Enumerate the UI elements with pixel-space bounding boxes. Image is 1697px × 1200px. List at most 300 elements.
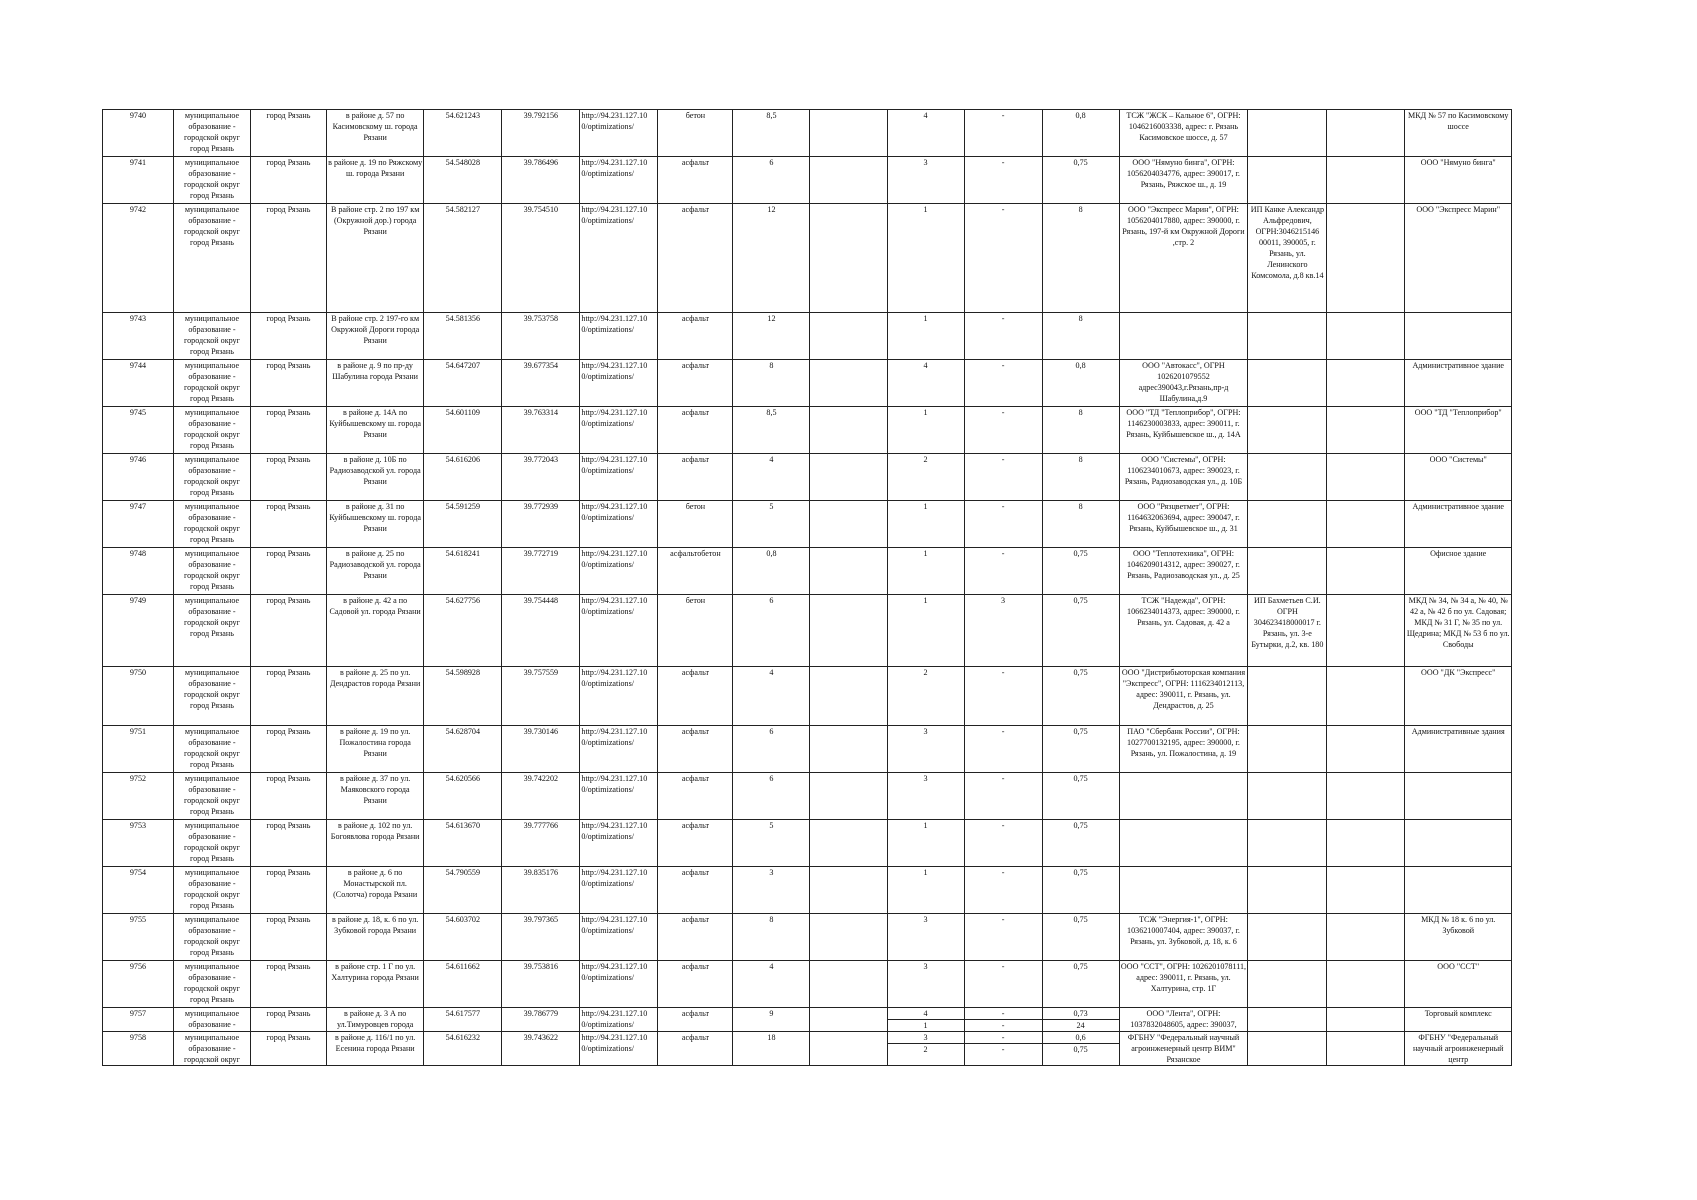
owner-cell: ООО "ССТ", ОГРН: 1026201078111, адрес: 390011, г. Рязань, ул. Халтурина, стр. 1Г: [1119, 961, 1248, 1008]
waste-source-cell: ООО "Экспресс Марин": [1405, 204, 1512, 313]
owner-cell: [1119, 820, 1248, 867]
latitude-cell: 54.581356: [424, 313, 502, 360]
settlement-cell: город Рязань: [250, 454, 326, 501]
owner-cell: ТСЖ "Энергия-1", ОГРН: 1036210007404, адрес: 390037, г. Рязань, ул. Зубковой, д. 18, к. 6: [1119, 914, 1248, 961]
empty-cell: [810, 157, 887, 204]
municipality-cell: муниципальное образование - городской округ город Рязань: [173, 961, 250, 1008]
map-link-cell: http://94.231.127.10 0/optimizations/: [580, 773, 658, 820]
extra-count-cell: 3: [964, 595, 1042, 667]
table-row: [103, 313, 1512, 360]
latitude-cell: 54.617577: [424, 1008, 502, 1032]
latitude-cell: 54.603702: [424, 914, 502, 961]
map-link-cell: http://94.231.127.10 0/optimizations/: [580, 914, 658, 961]
second-owner-cell: [1248, 313, 1327, 360]
map-link-cell: http://94.231.127.10 0/optimizations/: [580, 1008, 658, 1032]
owner-cell: ТСЖ "Надежда", ОГРН: 1066234014373, адрес: 390000, г. Рязань, ул. Садовая, д. 42 а: [1119, 595, 1248, 667]
surface-type-cell: бетон: [658, 501, 733, 548]
row-number-cell: 9756: [103, 961, 174, 1008]
settlement-cell: город Рязань: [250, 548, 326, 595]
map-link-cell: http://94.231.127.10 0/optimizations/: [580, 501, 658, 548]
table-row: [103, 726, 1512, 773]
second-owner-cell: [1248, 820, 1327, 867]
settlement-cell: город Рязань: [250, 867, 326, 914]
empty-cell: [1327, 773, 1405, 820]
container-volume-cell: [1042, 1032, 1119, 1066]
address-cell: в районе д. 25 по ул. Дендрастов города Рязани: [327, 667, 424, 726]
longitude-cell: 39.786496: [502, 157, 580, 204]
map-link-cell: http://94.231.127.10 0/optimizations/: [580, 157, 658, 204]
empty-cell: [1327, 726, 1405, 773]
container-volume-cell: 0,75: [1042, 773, 1119, 820]
surface-type-cell: бетон: [658, 595, 733, 667]
row-number-cell: 9752: [103, 773, 174, 820]
surface-type-cell: асфальт: [658, 313, 733, 360]
extra-count-cell: -: [964, 726, 1042, 773]
waste-source-cell: Торговый комплекс: [1405, 1008, 1512, 1032]
municipality-cell: муниципальное образование - городской округ город Рязань: [173, 595, 250, 667]
municipality-cell: муниципальное образование - городской округ город Рязань: [173, 867, 250, 914]
empty-cell: [810, 407, 887, 454]
empty-cell: [810, 110, 887, 157]
row-number-cell: 9747: [103, 501, 174, 548]
extra-count-cell-second: -: [1001, 1045, 1005, 1054]
container-volume-cell: 0,75: [1042, 867, 1119, 914]
longitude-cell: 39.763314: [502, 407, 580, 454]
container-count-cell: [887, 1032, 964, 1066]
surface-type-cell: бетон: [658, 110, 733, 157]
owner-cell: [1119, 773, 1248, 820]
container-count-cell-second: 2: [923, 1045, 928, 1054]
container-volume-cell: 0,8: [1042, 360, 1119, 407]
container-count-cell: 1: [887, 820, 964, 867]
second-owner-cell: [1248, 407, 1327, 454]
extra-count-cell: [964, 1008, 1042, 1032]
row-number-cell: 9750: [103, 667, 174, 726]
settlement-cell: город Рязань: [250, 595, 326, 667]
map-link-cell: http://94.231.127.10 0/optimizations/: [580, 548, 658, 595]
latitude-cell: 54.611662: [424, 961, 502, 1008]
empty-cell: [810, 204, 887, 313]
empty-cell: [810, 961, 887, 1008]
container-count-cell-first: 3: [888, 1032, 964, 1044]
map-link-cell: http://94.231.127.10 0/optimizations/: [580, 454, 658, 501]
surface-type-cell: асфальт: [658, 726, 733, 773]
surface-type-cell: асфальт: [658, 773, 733, 820]
owner-cell: ООО "Лента", ОГРН: 1037832048605, адрес: 390037,: [1119, 1008, 1248, 1032]
latitude-cell: 54.591259: [424, 501, 502, 548]
owner-cell: ООО "Автокасс", ОГРН 1026201079552 адрес390043,г.Рязань,пр-д Шабулина,д.9: [1119, 360, 1248, 407]
latitude-cell: 54.582127: [424, 204, 502, 313]
container-count-cell: 1: [887, 204, 964, 313]
container-count-cell: 3: [887, 914, 964, 961]
address-cell: в районе д. 57 по Касимовскому ш. города Рязани: [327, 110, 424, 157]
settlement-cell: город Рязань: [250, 820, 326, 867]
owner-cell: ООО "Нямуно бинга", ОГРН: 1056204034776, адрес: 390017, г. Рязань, Ряжское ш., д. 19: [1119, 157, 1248, 204]
container-volume-cell-first: 0,73: [1043, 1008, 1119, 1020]
longitude-cell: 39.835176: [502, 867, 580, 914]
map-link-cell: http://94.231.127.10 0/optimizations/: [580, 313, 658, 360]
map-link-cell: http://94.231.127.10 0/optimizations/: [580, 407, 658, 454]
area-cell: 12: [733, 313, 810, 360]
extra-count-cell: -: [964, 914, 1042, 961]
longitude-cell: 39.754510: [502, 204, 580, 313]
table-row: [103, 867, 1512, 914]
map-link-cell: http://94.231.127.10 0/optimizations/: [580, 667, 658, 726]
waste-source-cell: ООО "ССТ": [1405, 961, 1512, 1008]
empty-cell: [810, 548, 887, 595]
longitude-cell: 39.786779: [502, 1008, 580, 1032]
second-owner-cell: [1248, 501, 1327, 548]
municipality-cell: муниципальное образование - городской округ город Рязань: [173, 360, 250, 407]
area-cell: 4: [733, 454, 810, 501]
empty-cell: [1327, 867, 1405, 914]
longitude-cell: 39.754448: [502, 595, 580, 667]
extra-count-cell: -: [964, 667, 1042, 726]
container-volume-cell-second: 0,75: [1073, 1045, 1088, 1054]
longitude-cell: 39.772719: [502, 548, 580, 595]
address-cell: в районе д. 6 по Монастырской пл. (Солотча) города Рязани: [327, 867, 424, 914]
extra-count-cell-first: -: [965, 1008, 1042, 1020]
owner-cell: [1119, 313, 1248, 360]
settlement-cell: город Рязань: [250, 961, 326, 1008]
owner-cell: ООО "Экспресс Марин", ОГРН: 1056204017880, адрес: 390000, г. Рязань, 197-й км Окружной Дороги ,стр. 2: [1119, 204, 1248, 313]
area-cell: 8: [733, 914, 810, 961]
municipality-cell: муниципальное образование - городской округ город Рязань: [173, 914, 250, 961]
municipality-cell: муниципальное образование - городской округ город Рязань: [173, 204, 250, 313]
surface-type-cell: асфальт: [658, 407, 733, 454]
waste-source-cell: [1405, 313, 1512, 360]
longitude-cell: 39.797365: [502, 914, 580, 961]
address-cell: в районе д. 25 по Радиозаводской ул. города Рязани: [327, 548, 424, 595]
address-cell: в районе д. 42 а по Садовой ул. города Рязани: [327, 595, 424, 667]
empty-cell: [810, 914, 887, 961]
table-row: [103, 667, 1512, 726]
row-number-cell: 9743: [103, 313, 174, 360]
latitude-cell: 54.621243: [424, 110, 502, 157]
container-volume-cell: 0,75: [1042, 157, 1119, 204]
waste-source-cell: ООО "Системы": [1405, 454, 1512, 501]
table-row: [103, 548, 1512, 595]
address-cell: в районе д. 31 по Куйбышевскому ш. города Рязани: [327, 501, 424, 548]
table-row: [103, 914, 1512, 961]
registry-sheet: [102, 109, 1512, 1066]
address-cell: в районе д. 19 по ул. Пожалостина города Рязани: [327, 726, 424, 773]
municipality-cell: муниципальное образование - городской округ город Рязань: [173, 726, 250, 773]
latitude-cell: 54.616232: [424, 1032, 502, 1066]
extra-count-cell: -: [964, 867, 1042, 914]
row-number-cell: 9749: [103, 595, 174, 667]
row-number-cell: 9755: [103, 914, 174, 961]
longitude-cell: 39.792156: [502, 110, 580, 157]
address-cell: в районе д. 19 по Ряжскому ш. города Рязани: [327, 157, 424, 204]
waste-source-cell: МКД № 18 к. 6 по ул. Зубковой: [1405, 914, 1512, 961]
area-cell: 6: [733, 157, 810, 204]
municipality-cell: муниципальное образование - городской округ город Рязань: [173, 773, 250, 820]
extra-count-cell: -: [964, 204, 1042, 313]
container-count-cell: 1: [887, 867, 964, 914]
municipality-cell: муниципальное образование - городской округ город Рязань: [173, 157, 250, 204]
owner-cell: ООО "Теплотехника", ОГРН: 1046209014312, адрес: 390027, г. Рязань, Радиозаводская ул., д. 25: [1119, 548, 1248, 595]
empty-cell: [1327, 667, 1405, 726]
latitude-cell: 54.647207: [424, 360, 502, 407]
extra-count-cell: -: [964, 773, 1042, 820]
container-count-cell: 4: [887, 110, 964, 157]
address-cell: в районе д. 14А по Куйбышевскому ш. города Рязани: [327, 407, 424, 454]
container-volume-cell: 8: [1042, 501, 1119, 548]
waste-source-cell: ФГБНУ "Федеральный научный агроинженерный центр: [1405, 1032, 1512, 1066]
map-link-cell: http://94.231.127.10 0/optimizations/: [580, 820, 658, 867]
row-number-cell: 9753: [103, 820, 174, 867]
area-cell: 4: [733, 667, 810, 726]
empty-cell: [810, 595, 887, 667]
area-cell: 6: [733, 726, 810, 773]
surface-type-cell: асфальт: [658, 1008, 733, 1032]
municipality-cell: муниципальное образование - городской округ город Рязань: [173, 407, 250, 454]
area-cell: 12: [733, 204, 810, 313]
waste-source-cell: ООО "Нямуно бинга": [1405, 157, 1512, 204]
table-row: [103, 157, 1512, 204]
container-volume-cell: 0,75: [1042, 820, 1119, 867]
empty-cell: [810, 726, 887, 773]
area-cell: 8,5: [733, 407, 810, 454]
container-volume-cell: 8: [1042, 313, 1119, 360]
row-number-cell: 9746: [103, 454, 174, 501]
address-cell: в районе д. 37 по ул. Маяковского города Рязани: [327, 773, 424, 820]
container-count-cell: 2: [887, 454, 964, 501]
empty-cell: [1327, 914, 1405, 961]
second-owner-cell: [1248, 157, 1327, 204]
extra-count-cell: -: [964, 157, 1042, 204]
longitude-cell: 39.772939: [502, 501, 580, 548]
surface-type-cell: асфальт: [658, 454, 733, 501]
longitude-cell: 39.743622: [502, 1032, 580, 1066]
address-cell: В районе стр. 2 по 197 км (Окружной дор.) города Рязани: [327, 204, 424, 313]
empty-cell: [1327, 204, 1405, 313]
row-number-cell: 9751: [103, 726, 174, 773]
address-cell: В районе стр. 2 197-го км Окружной Дороги города Рязани: [327, 313, 424, 360]
container-volume-cell-first: 0,6: [1043, 1032, 1119, 1044]
second-owner-cell: [1248, 360, 1327, 407]
area-cell: 6: [733, 595, 810, 667]
extra-count-cell: -: [964, 501, 1042, 548]
second-owner-cell: [1248, 548, 1327, 595]
area-cell: 9: [733, 1008, 810, 1032]
container-volume-cell: [1042, 1008, 1119, 1032]
table-row: [103, 501, 1512, 548]
container-count-cell: 1: [887, 548, 964, 595]
owner-cell: [1119, 867, 1248, 914]
container-sites-table: [102, 109, 1512, 1066]
latitude-cell: 54.548028: [424, 157, 502, 204]
empty-cell: [810, 313, 887, 360]
longitude-cell: 39.753758: [502, 313, 580, 360]
address-cell: в районе д. 3 А по ул.Тимуровцев города: [327, 1008, 424, 1032]
surface-type-cell: асфальт: [658, 157, 733, 204]
longitude-cell: 39.777766: [502, 820, 580, 867]
longitude-cell: 39.753816: [502, 961, 580, 1008]
owner-cell: ООО "Системы", ОГРН: 1106234010673, адрес: 390023, г. Рязань, Радиозаводская ул., д. 10Б: [1119, 454, 1248, 501]
longitude-cell: 39.677354: [502, 360, 580, 407]
empty-cell: [810, 360, 887, 407]
container-volume-cell: 0,75: [1042, 961, 1119, 1008]
container-volume-cell: 8: [1042, 454, 1119, 501]
owner-cell: ФГБНУ "Федеральный научный агроинженерный центр ВИМ" Рязанское: [1119, 1032, 1248, 1066]
empty-cell: [1327, 454, 1405, 501]
settlement-cell: город Рязань: [250, 360, 326, 407]
container-volume-cell: 0,75: [1042, 667, 1119, 726]
municipality-cell: муниципальное образование - городской округ город Рязань: [173, 313, 250, 360]
row-number-cell: 9742: [103, 204, 174, 313]
empty-cell: [1327, 820, 1405, 867]
map-link-cell: http://94.231.127.10 0/optimizations/: [580, 110, 658, 157]
container-volume-cell: 0,75: [1042, 914, 1119, 961]
empty-cell: [810, 773, 887, 820]
longitude-cell: 39.757559: [502, 667, 580, 726]
address-cell: в районе д. 116/1 по ул. Есенина города Рязани: [327, 1032, 424, 1066]
waste-source-cell: МКД № 57 по Касимовскому шоссе: [1405, 110, 1512, 157]
map-link-cell: http://94.231.127.10 0/optimizations/: [580, 961, 658, 1008]
surface-type-cell: асфальтобетон: [658, 548, 733, 595]
map-link-cell: http://94.231.127.10 0/optimizations/: [580, 867, 658, 914]
table-row: [103, 204, 1512, 313]
table-row: [103, 407, 1512, 454]
map-link-cell: http://94.231.127.10 0/optimizations/: [580, 595, 658, 667]
second-owner-cell: [1248, 667, 1327, 726]
waste-source-cell: [1405, 773, 1512, 820]
row-number-cell: 9745: [103, 407, 174, 454]
address-cell: в районе д. 18, к. 6 по ул. Зубковой города Рязани: [327, 914, 424, 961]
waste-source-cell: Офисное здание: [1405, 548, 1512, 595]
address-cell: в районе д. 10Б по Радиозаводской ул. города Рязани: [327, 454, 424, 501]
area-cell: 3: [733, 867, 810, 914]
container-volume-cell: 8: [1042, 204, 1119, 313]
table-row: [103, 773, 1512, 820]
longitude-cell: 39.730146: [502, 726, 580, 773]
row-number-cell: 9758: [103, 1032, 174, 1066]
settlement-cell: город Рязань: [250, 1032, 326, 1066]
empty-cell: [810, 501, 887, 548]
empty-cell: [1327, 1008, 1405, 1032]
owner-cell: ООО "Дистрибьюторская компания "Экспресс", ОГРН: 1116234012113, адрес: 390011, г. Рязань, ул. Дендрастов, д. 25: [1119, 667, 1248, 726]
surface-type-cell: асфальт: [658, 820, 733, 867]
map-link-cell: http://94.231.127.10 0/optimizations/: [580, 726, 658, 773]
latitude-cell: 54.628704: [424, 726, 502, 773]
owner-cell: ООО "ТД "Теплоприбор", ОГРН: 1146230003833, адрес: 390011, г. Рязань, Куйбышевское ш., д. 14А: [1119, 407, 1248, 454]
table-row: [103, 454, 1512, 501]
row-number-cell: 9740: [103, 110, 174, 157]
extra-count-cell: [964, 1032, 1042, 1066]
address-cell: в районе д. 9 по пр-ду Шабулина города Рязани: [327, 360, 424, 407]
surface-type-cell: асфальт: [658, 961, 733, 1008]
area-cell: 6: [733, 773, 810, 820]
container-volume-cell: 8: [1042, 407, 1119, 454]
area-cell: 4: [733, 961, 810, 1008]
area-cell: 8: [733, 360, 810, 407]
second-owner-cell: [1248, 1008, 1327, 1032]
owner-cell: ПАО "Сбербанк России", ОГРН: 1027700132195, адрес: 390000, г. Рязань, ул. Пожалостина, д. 19: [1119, 726, 1248, 773]
municipality-cell: муниципальное образование - городской округ город Рязань: [173, 454, 250, 501]
empty-cell: [1327, 407, 1405, 454]
empty-cell: [810, 454, 887, 501]
longitude-cell: 39.742202: [502, 773, 580, 820]
surface-type-cell: асфальт: [658, 360, 733, 407]
waste-source-cell: Административное здание: [1405, 360, 1512, 407]
address-cell: в районе стр. 1 Г по ул. Халтурина города Рязани: [327, 961, 424, 1008]
area-cell: 18: [733, 1032, 810, 1066]
municipality-cell: муниципальное образование - городской округ: [173, 1032, 250, 1066]
owner-cell: ООО "Рязцветмет", ОГРН: 1164632063694, адрес: 390047, г. Рязань, Куйбышевское ш., д. 31: [1119, 501, 1248, 548]
container-volume-cell: 0,75: [1042, 726, 1119, 773]
area-cell: 8,5: [733, 110, 810, 157]
container-count-cell: 3: [887, 157, 964, 204]
container-count-cell-second: 1: [923, 1021, 928, 1030]
table-row: [103, 360, 1512, 407]
second-owner-cell: [1248, 110, 1327, 157]
waste-source-cell: Административное здание: [1405, 501, 1512, 548]
empty-cell: [1327, 1032, 1405, 1066]
municipality-cell: муниципальное образование - городской округ город Рязань: [173, 667, 250, 726]
second-owner-cell: [1248, 454, 1327, 501]
owner-cell: ТСЖ "ЖСК – Кальное 6", ОГРН: 1046216003338, адрес: г. Рязань Касимовское шоссе, д. 57: [1119, 110, 1248, 157]
container-volume-cell: 0,8: [1042, 110, 1119, 157]
area-cell: 5: [733, 501, 810, 548]
extra-count-cell-second: -: [1001, 1021, 1005, 1030]
empty-cell: [810, 867, 887, 914]
table-row: [103, 820, 1512, 867]
row-number-cell: 9754: [103, 867, 174, 914]
extra-count-cell: -: [964, 548, 1042, 595]
latitude-cell: 54.613670: [424, 820, 502, 867]
second-owner-cell: [1248, 914, 1327, 961]
container-volume-cell: 0,75: [1042, 548, 1119, 595]
area-cell: 5: [733, 820, 810, 867]
latitude-cell: 54.601109: [424, 407, 502, 454]
municipality-cell: муниципальное образование - городской округ город Рязань: [173, 548, 250, 595]
container-count-cell: 4: [887, 360, 964, 407]
empty-cell: [810, 1008, 887, 1032]
settlement-cell: город Рязань: [250, 313, 326, 360]
settlement-cell: город Рязань: [250, 407, 326, 454]
map-link-cell: http://94.231.127.10 0/optimizations/: [580, 204, 658, 313]
empty-cell: [1327, 961, 1405, 1008]
container-count-cell: 1: [887, 595, 964, 667]
row-number-cell: 9757: [103, 1008, 174, 1032]
empty-cell: [1327, 595, 1405, 667]
empty-cell: [1327, 110, 1405, 157]
latitude-cell: 54.598928: [424, 667, 502, 726]
settlement-cell: город Рязань: [250, 914, 326, 961]
extra-count-cell-first: -: [965, 1032, 1042, 1044]
settlement-cell: город Рязань: [250, 204, 326, 313]
empty-cell: [810, 667, 887, 726]
extra-count-cell: -: [964, 360, 1042, 407]
second-owner-cell: [1248, 867, 1327, 914]
empty-cell: [1327, 501, 1405, 548]
waste-source-cell: [1405, 867, 1512, 914]
extra-count-cell: -: [964, 110, 1042, 157]
container-count-cell: 1: [887, 501, 964, 548]
row-number-cell: 9748: [103, 548, 174, 595]
container-volume-cell: 0,75: [1042, 595, 1119, 667]
surface-type-cell: асфальт: [658, 1032, 733, 1066]
waste-source-cell: ООО "ТД "Теплоприбор": [1405, 407, 1512, 454]
row-number-cell: 9741: [103, 157, 174, 204]
container-count-cell: 3: [887, 961, 964, 1008]
settlement-cell: город Рязань: [250, 726, 326, 773]
latitude-cell: 54.790559: [424, 867, 502, 914]
settlement-cell: город Рязань: [250, 773, 326, 820]
container-count-cell-first: 4: [888, 1008, 964, 1020]
